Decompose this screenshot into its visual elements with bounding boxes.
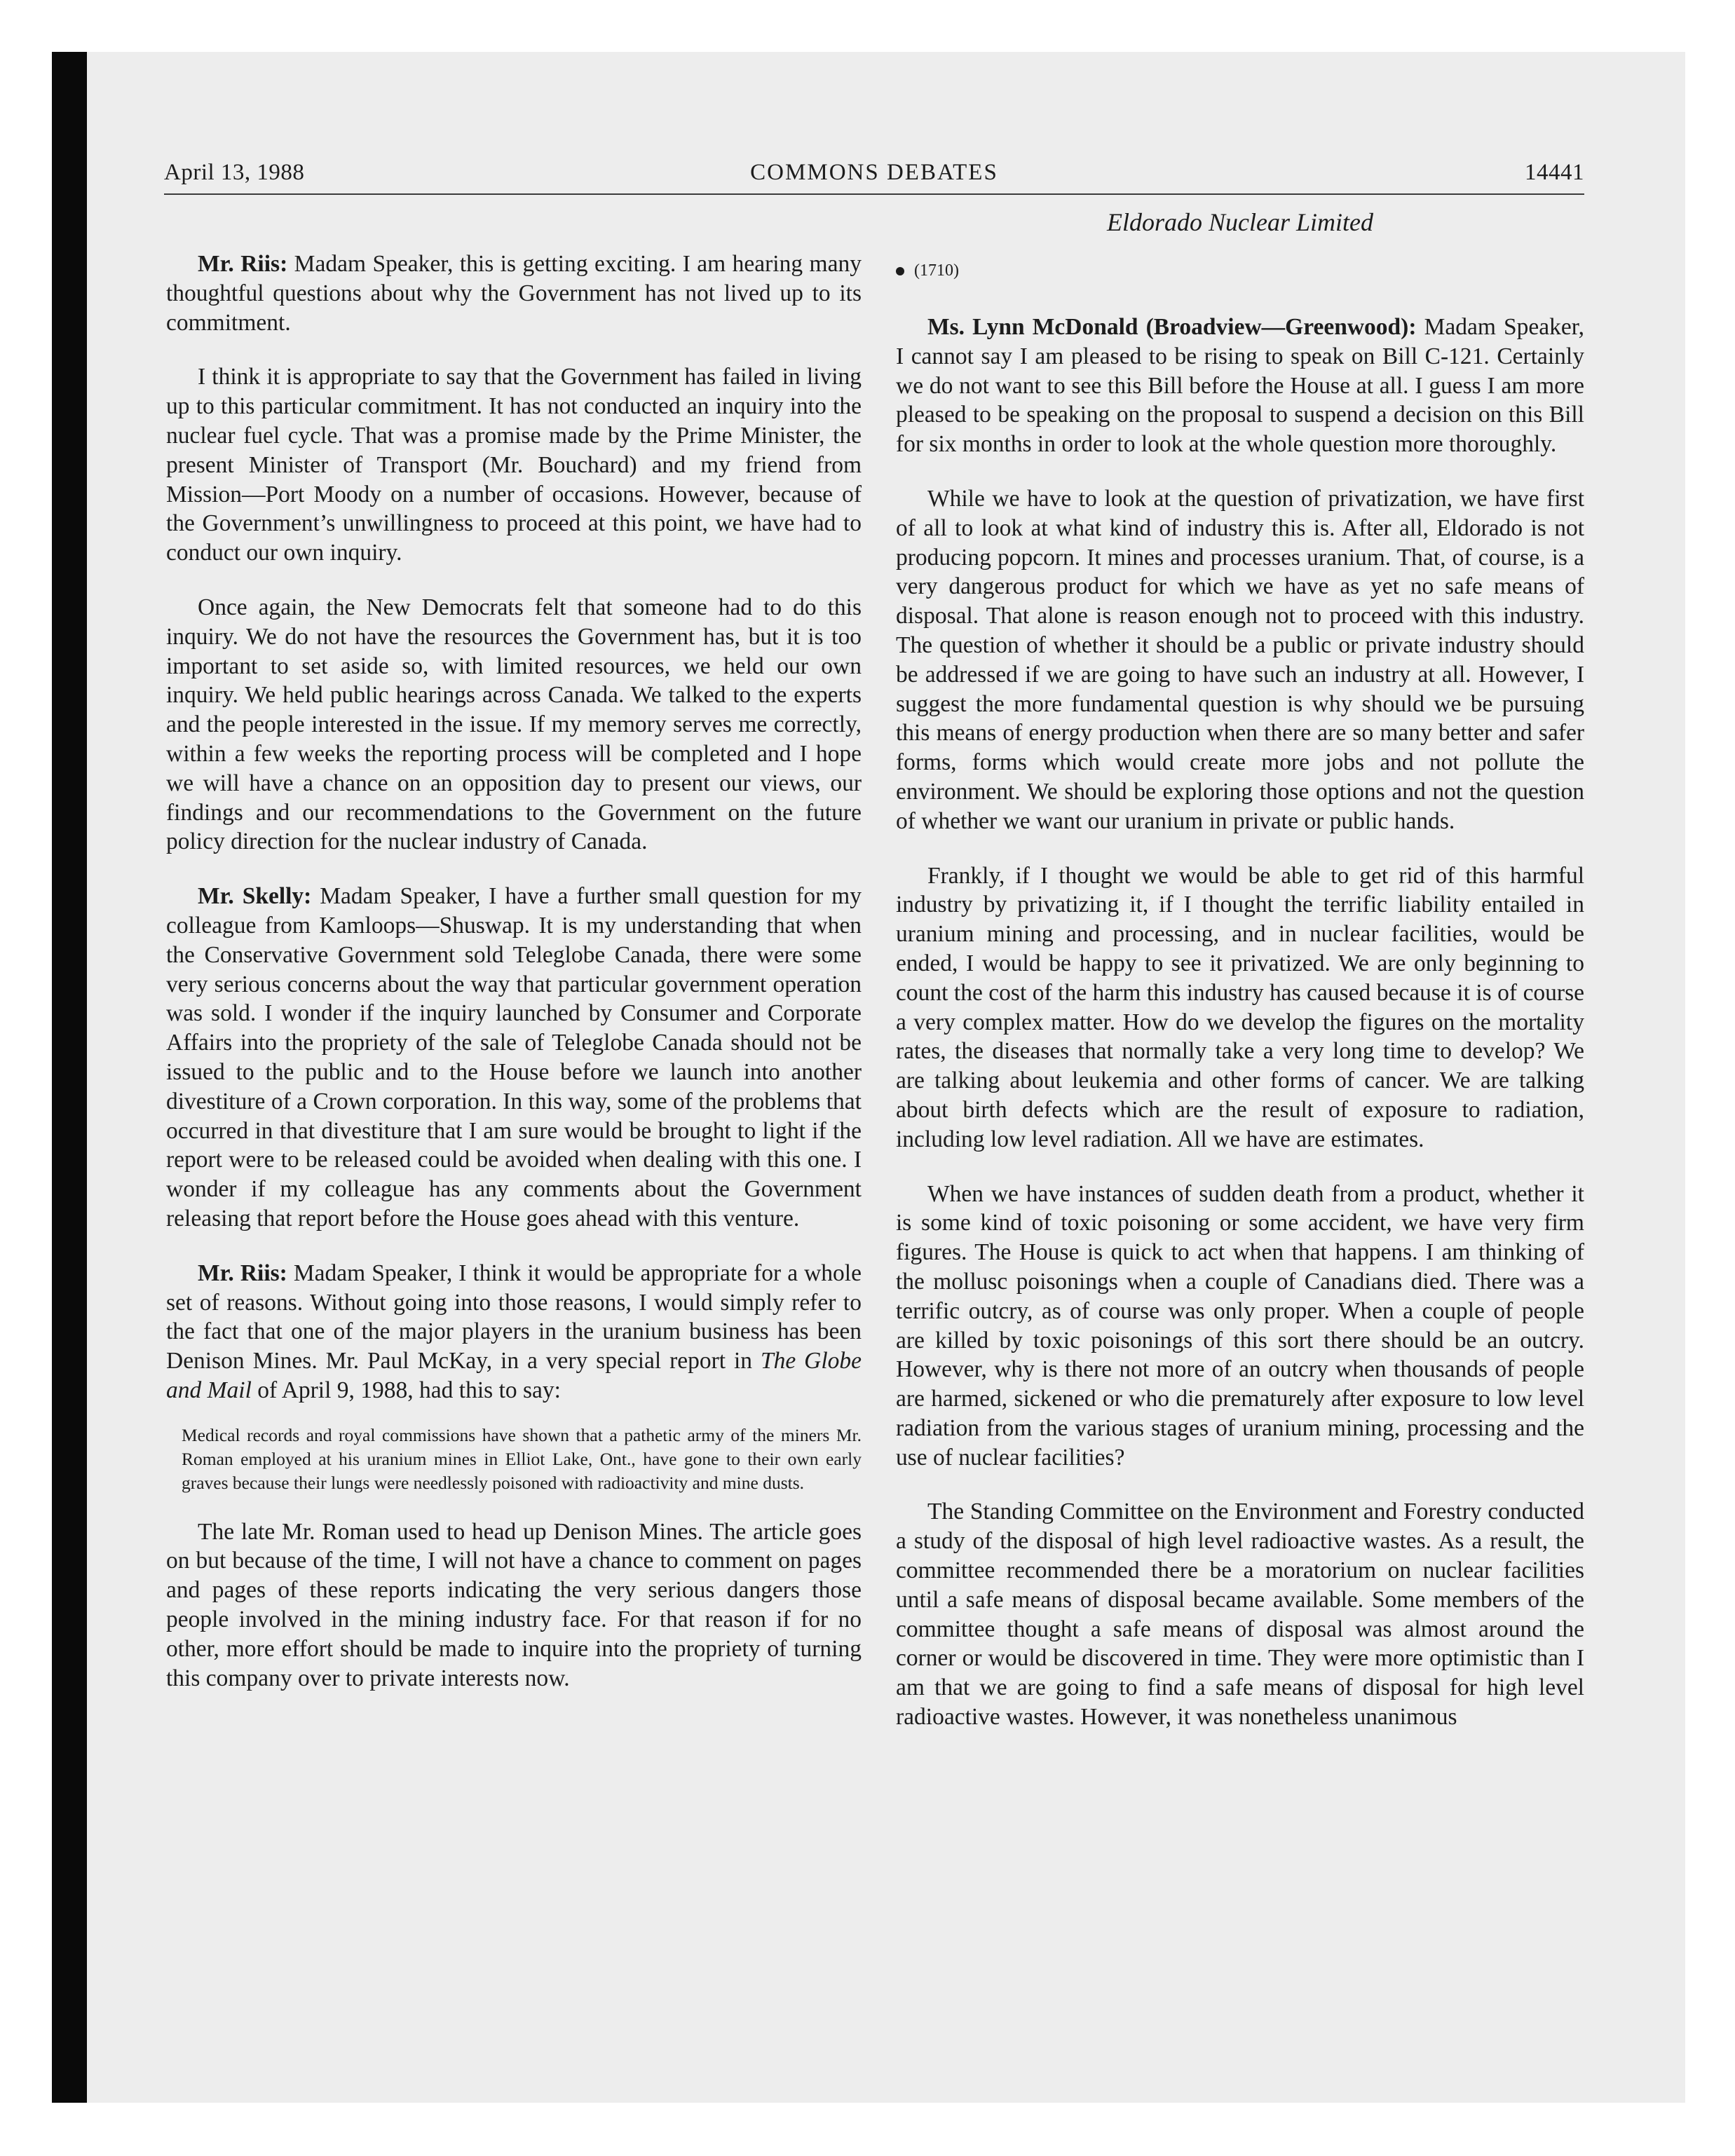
time-stamp: [896, 257, 1584, 285]
paragraph-text: When we have instances of sudden death from a product, whether it is some kind of toxic poisoning or some accident, we have very firm figures. The House is quick to act when that happens. I am thinking of the mollusc poisonings when a couple of Canadians died. There was a terrific outcry, as of course was only proper. When a couple of people are killed by toxic poisonings of this sort there should be an outcry. However, why is there not more of an outcry when thousands of people are harmed, sickened or who die prematurely after exposure to low level radiation from the various stages of uranium mining, processing and the use of nuclear facilities?: [896, 1180, 1584, 1471]
paragraph-text: The Standing Committee on the Environment and Forestry conducted a study of the disposal of high level radioactive wastes. As a result, the committee recommended there be a moratorium on nuclear facilities until a safe means of disposal became available. Some members of the committee thought a safe means of disposal was almost around the corner or would be discovered in time. They were more optimistic than I am that we are going to find a safe means of disposal for high level radioactive wastes. However, it was nonetheless unanimous: [896, 1499, 1584, 1731]
binding-shadow: [52, 52, 87, 2103]
block-quote: [166, 1424, 862, 1495]
paragraph: [896, 1180, 1584, 1473]
paragraph: [166, 1259, 862, 1405]
paragraph: [166, 362, 862, 568]
publication-title: The Globe and Mail: [166, 1348, 862, 1403]
header-journal: COMMONS DEBATES: [750, 160, 998, 185]
paragraph: [166, 250, 862, 337]
paragraph-text: Madam Speaker, I think it would be appropriate for a whole set of reasons. Without going into those reasons, I would simply refer to the fact that one of the major players in the uranium business has been Denison Mines. Mr. Paul McKay, in a very special report in: [166, 1260, 862, 1374]
paragraph: [896, 1497, 1584, 1731]
paragraph-text: Madam Speaker, I have a further small question for my colleague from Kamloops—Shuswap. It is my understanding that when the Conservative Government sold Teleglobe Canada, there were some very serious concerns about the way that particular government operation was sold. I wonder if the inquiry launched by Consumer and Corporate Affairs into the propriety of the sale of Teleglobe Canada should not be issued to the public and to the House before we launch into another divestiture of a Crown corporation. In this way, some of the problems that occurred in that divestiture that I am sure would be brought to light if the report were to be released could be avoided when dealing with this one. I wonder if my colleague has any comments about the Government releasing that report before the House goes ahead with this venture.: [166, 883, 862, 1231]
paragraph: [166, 593, 862, 857]
running-head: [164, 160, 1584, 193]
header-date: April 13, 1988: [164, 160, 305, 185]
speaker-name: Mr. Riis:: [198, 251, 288, 277]
paragraph-text: of April 9, 1988, had this to say:: [251, 1377, 561, 1403]
paragraph: [896, 861, 1584, 1154]
speaker-name: Mr. Skelly:: [198, 883, 312, 910]
paragraph-text: While we have to look at the question of privatization, we have first of all to look at what kind of industry this is. After all, Eldorado is not producing popcorn. It mines and processes uranium. That, of course, is a very dangerous product for which we have as yet no safe means of disposal. That alone is reason enough not to proceed with this industry. The question of whether it should be a public or private industry should be addressed if we are going to have such an industry at all. However, I suggest the more fundamental question is why should we be pursuing this means of energy production when there are so many better and safer forms, forms which would create more jobs and not pollute the environment. We should be exploring those options and not the question of whether we want our uranium in private or public hands.: [896, 485, 1584, 834]
paragraph: [896, 313, 1584, 459]
speaker-name: Ms. Lynn McDonald (Broadview—Greenwood):: [927, 314, 1417, 340]
bullet-icon: [896, 267, 904, 275]
header-page-number: 14441: [1525, 160, 1584, 185]
section-title: Eldorado Nuclear Limited: [1107, 208, 1373, 236]
right-column: [896, 257, 1584, 1757]
paragraph-text: Frankly, if I thought we would be able to get rid of this harmful industry by privatizing it, if I thought the terrific liability entailed in uranium mining and processing, and in nuclear facilities, would be ended, I would be happy to see it privatized. We are only beginning to count the cost of the harm this industry has caused because it is of course a very complex matter. How do we develop the figures on the mortality rates, the diseases that normally take a very long time to develop? We are talking about leukemia and other forms of cancer. We are talking about birth defects which are the result of exposure to radiation, including low level radiation. All we have are estimates.: [896, 862, 1584, 1152]
paragraph-text: I think it is appropriate to say that the Government has failed in living up to this particular commitment. It has not conducted an inquiry into the nuclear fuel cycle. That was a promise made by the Prime Minister, the present Minister of Transport (Mr. Bouchard) and my friend from Mission—Port Moody on a number of occasions. However, because of the Government’s unwillingness to proceed at this point, we have had to conduct our own inquiry.: [166, 364, 862, 566]
paragraph-text: The late Mr. Roman used to head up Denison Mines. The article goes on but because of the time, I will not have a chance to comment on pages and pages of these reports indicating the very serious dangers those people involved in the mining industry face. For that reason if for no other, more effort should be made to inquire into the propriety of turning this company over to private interests now.: [166, 1518, 862, 1691]
time-stamp-text: (1710): [914, 261, 959, 280]
paragraph-text: Once again, the New Democrats felt that someone had to do this inquiry. We do not have the resources the Government has, but it is too important to set aside so, with limited resources, we held our own inquiry. We held public hearings across Canada. We talked to the experts and the people interested in the issue. If my memory serves me correctly, within a few weeks the reporting process will be completed and I hope we will have a chance on an opposition day to present our views, our findings and our recommendations to the Government on the future policy direction for the nuclear industry of Canada.: [166, 594, 862, 855]
paragraph: [166, 1517, 862, 1693]
paragraph: [896, 484, 1584, 836]
paragraph: [166, 882, 862, 1234]
left-column: [166, 250, 862, 1718]
header-rule: [164, 193, 1584, 195]
quote-text: Medical records and royal commissions have shown that a pathetic army of the miners Mr. Roman employed at his uranium mines in Elliot Lake, Ont., have gone to their own early graves because their lungs were needlessly poisoned with radioactivity and mine dusts.: [182, 1424, 862, 1493]
paragraph-text: Madam Speaker, this is getting exciting. I am hearing many thoughtful questions about why the Government has not lived up to its commitment.: [166, 251, 862, 336]
paragraph-text: Madam Speaker, I cannot say I am pleased to be rising to speak on Bill C-121. Certainly we do not want to see this Bill before the House at all. I guess I am more pleased to be speaking on the proposal to suspend a decision on this Bill for six months in order to look at the whole question more thoroughly.: [896, 314, 1584, 458]
speaker-name: Mr. Riis:: [198, 1260, 287, 1286]
